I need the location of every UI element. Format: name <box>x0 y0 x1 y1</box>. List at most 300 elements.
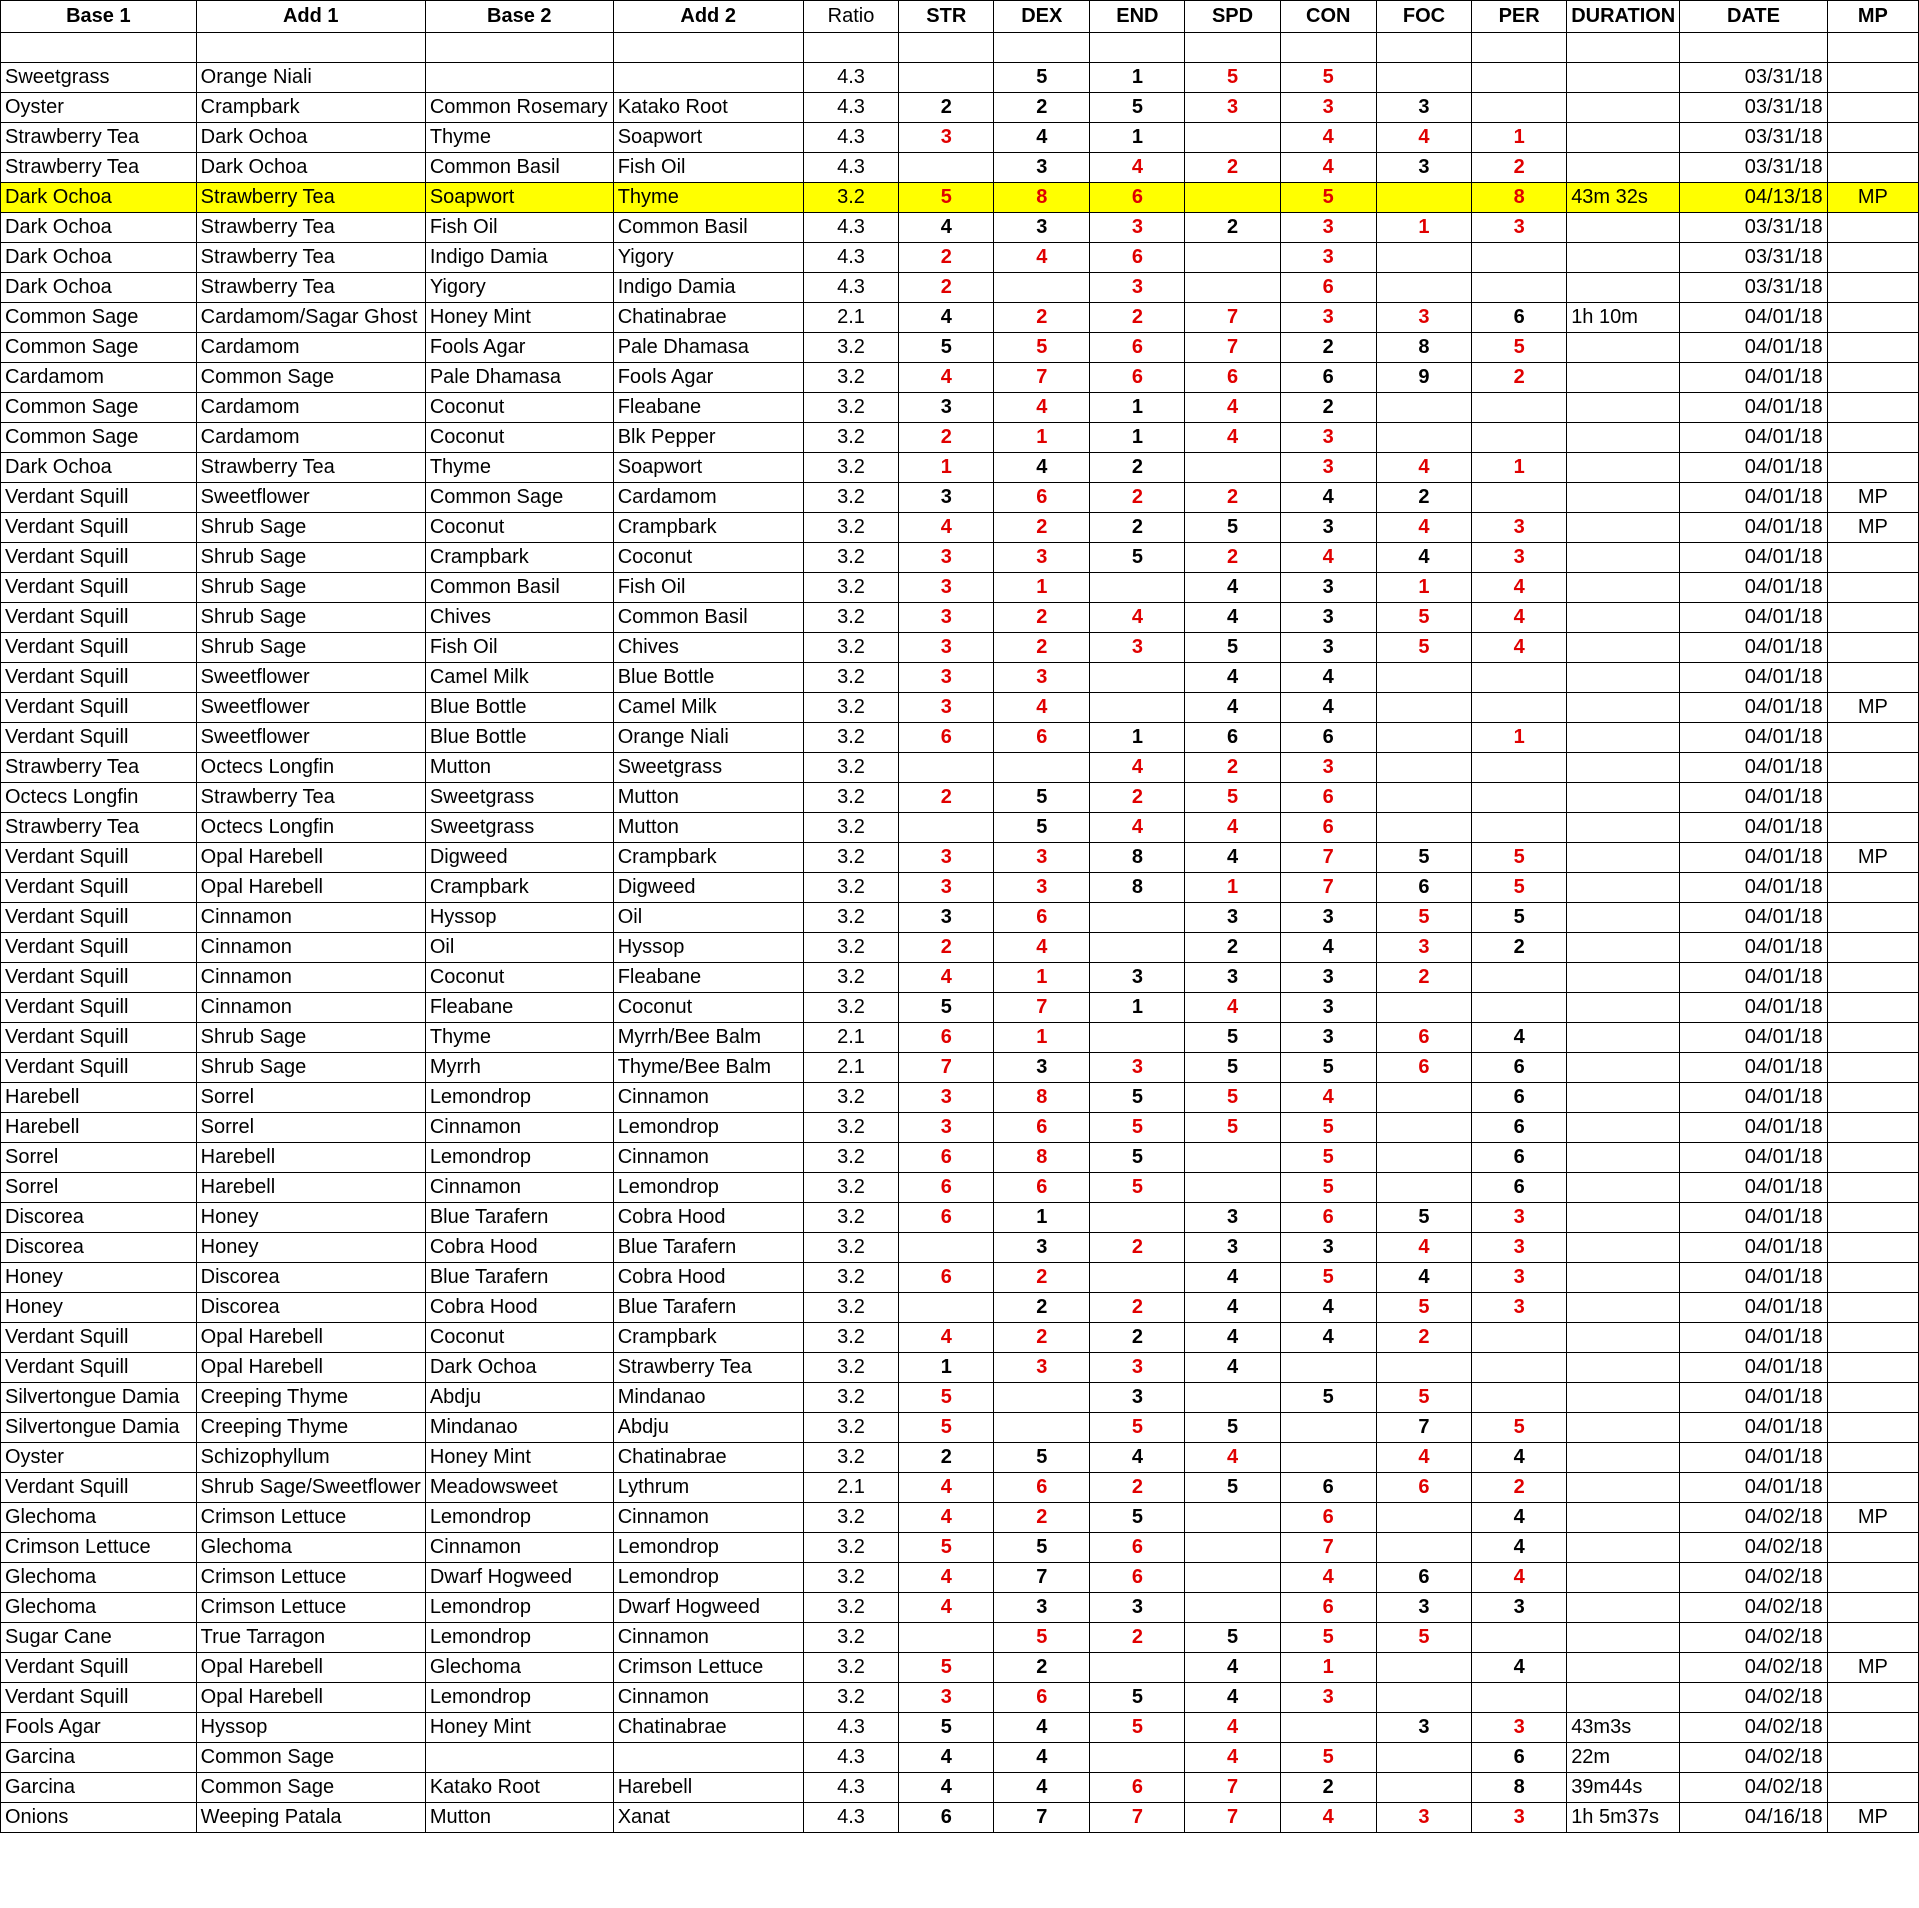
cell-base-2[interactable]: Crampbark <box>425 873 613 903</box>
cell-date[interactable]: 04/01/18 <box>1680 933 1827 963</box>
cell-str[interactable]: 4 <box>899 1593 994 1623</box>
cell-date[interactable]: 04/01/18 <box>1680 633 1827 663</box>
cell-add-2[interactable]: Blue Bottle <box>613 663 803 693</box>
cell-base-1[interactable]: Oyster <box>1 1443 197 1473</box>
cell-base-1[interactable]: Dark Ochoa <box>1 183 197 213</box>
cell-add-2[interactable]: Mutton <box>613 783 803 813</box>
column-header[interactable]: DATE <box>1680 1 1827 33</box>
cell-end[interactable]: 6 <box>1090 243 1185 273</box>
cell-foc[interactable]: 4 <box>1376 1263 1471 1293</box>
cell-end[interactable]: 2 <box>1090 1233 1185 1263</box>
cell-dex[interactable] <box>994 1413 1090 1443</box>
column-header[interactable]: Add 1 <box>196 1 425 33</box>
cell-base-2[interactable]: Thyme <box>425 453 613 483</box>
cell[interactable] <box>1376 33 1471 63</box>
cell-mp[interactable] <box>1827 723 1918 753</box>
cell-base-1[interactable]: Glechoma <box>1 1593 197 1623</box>
cell-base-2[interactable]: Crampbark <box>425 543 613 573</box>
cell-dex[interactable]: 5 <box>994 1623 1090 1653</box>
cell-base-2[interactable]: Abdju <box>425 1383 613 1413</box>
cell-per[interactable]: 5 <box>1472 843 1567 873</box>
cell-base-1[interactable]: Dark Ochoa <box>1 243 197 273</box>
cell-duration[interactable] <box>1567 123 1680 153</box>
cell-con[interactable]: 3 <box>1280 213 1376 243</box>
cell-base-2[interactable]: Lemondrop <box>425 1143 613 1173</box>
cell-mp[interactable] <box>1827 273 1918 303</box>
cell-spd[interactable] <box>1185 1593 1280 1623</box>
cell-end[interactable]: 3 <box>1090 633 1185 663</box>
cell-mp[interactable] <box>1827 423 1918 453</box>
cell-mp[interactable] <box>1827 1083 1918 1113</box>
cell-base-1[interactable]: Honey <box>1 1263 197 1293</box>
cell-dex[interactable]: 8 <box>994 1143 1090 1173</box>
cell-con[interactable]: 6 <box>1280 1203 1376 1233</box>
cell-str[interactable]: 5 <box>899 1533 994 1563</box>
cell-ratio[interactable]: 3.2 <box>803 963 899 993</box>
cell-end[interactable]: 2 <box>1090 483 1185 513</box>
cell-dex[interactable]: 1 <box>994 963 1090 993</box>
cell-end[interactable]: 6 <box>1090 1563 1185 1593</box>
cell-per[interactable] <box>1472 963 1567 993</box>
cell-per[interactable]: 3 <box>1472 1263 1567 1293</box>
cell-date[interactable]: 04/01/18 <box>1680 723 1827 753</box>
cell-con[interactable]: 4 <box>1280 1293 1376 1323</box>
cell-spd[interactable]: 5 <box>1185 1053 1280 1083</box>
cell-add-2[interactable]: Lemondrop <box>613 1563 803 1593</box>
cell-con[interactable]: 1 <box>1280 1653 1376 1683</box>
cell-foc[interactable]: 5 <box>1376 1293 1471 1323</box>
cell-con[interactable]: 6 <box>1280 723 1376 753</box>
cell-spd[interactable]: 4 <box>1185 993 1280 1023</box>
cell-dex[interactable]: 2 <box>994 1323 1090 1353</box>
cell-base-2[interactable]: Cinnamon <box>425 1173 613 1203</box>
cell-date[interactable]: 03/31/18 <box>1680 153 1827 183</box>
cell-con[interactable]: 4 <box>1280 543 1376 573</box>
cell-date[interactable]: 04/01/18 <box>1680 1323 1827 1353</box>
cell-spd[interactable]: 4 <box>1185 393 1280 423</box>
cell-con[interactable]: 2 <box>1280 1773 1376 1803</box>
cell-add-1[interactable]: Shrub Sage/Sweetflower <box>196 1473 425 1503</box>
cell-foc[interactable]: 5 <box>1376 1383 1471 1413</box>
cell-spd[interactable]: 2 <box>1185 543 1280 573</box>
cell-dex[interactable] <box>994 273 1090 303</box>
cell-dex[interactable]: 2 <box>994 603 1090 633</box>
cell-per[interactable]: 3 <box>1472 1233 1567 1263</box>
cell-date[interactable]: 04/01/18 <box>1680 1203 1827 1233</box>
cell-date[interactable]: 04/01/18 <box>1680 963 1827 993</box>
cell-base-2[interactable]: Blue Tarafern <box>425 1203 613 1233</box>
cell-duration[interactable] <box>1567 1413 1680 1443</box>
cell-foc[interactable]: 3 <box>1376 93 1471 123</box>
cell-add-1[interactable]: Creeping Thyme <box>196 1383 425 1413</box>
cell-base-2[interactable]: Glechoma <box>425 1653 613 1683</box>
cell-foc[interactable]: 6 <box>1376 873 1471 903</box>
cell-add-1[interactable]: Glechoma <box>196 1533 425 1563</box>
cell-spd[interactable]: 2 <box>1185 213 1280 243</box>
cell-base-2[interactable]: Common Basil <box>425 153 613 183</box>
cell-foc[interactable]: 6 <box>1376 1473 1471 1503</box>
cell-add-1[interactable]: Cardamom <box>196 333 425 363</box>
cell-dex[interactable]: 4 <box>994 243 1090 273</box>
cell-per[interactable] <box>1472 693 1567 723</box>
cell-base-1[interactable]: Discorea <box>1 1233 197 1263</box>
cell-per[interactable]: 4 <box>1472 1653 1567 1683</box>
cell-mp[interactable] <box>1827 663 1918 693</box>
cell-str[interactable]: 5 <box>899 1653 994 1683</box>
cell-add-1[interactable]: Discorea <box>196 1263 425 1293</box>
cell-base-1[interactable]: Verdant Squill <box>1 873 197 903</box>
cell-base-1[interactable]: Verdant Squill <box>1 513 197 543</box>
cell-add-2[interactable]: Indigo Damia <box>613 273 803 303</box>
cell-add-1[interactable]: Opal Harebell <box>196 1683 425 1713</box>
cell-per[interactable]: 6 <box>1472 1743 1567 1773</box>
cell-date[interactable]: 04/01/18 <box>1680 1083 1827 1113</box>
cell-per[interactable] <box>1472 993 1567 1023</box>
cell-base-1[interactable]: Verdant Squill <box>1 1353 197 1383</box>
cell-base-2[interactable]: Lemondrop <box>425 1683 613 1713</box>
cell-con[interactable]: 6 <box>1280 1593 1376 1623</box>
cell-per[interactable]: 6 <box>1472 1173 1567 1203</box>
cell-end[interactable] <box>1090 1653 1185 1683</box>
cell-mp[interactable] <box>1827 1683 1918 1713</box>
cell-add-2[interactable]: Common Basil <box>613 603 803 633</box>
cell-spd[interactable]: 4 <box>1185 843 1280 873</box>
cell-base-1[interactable]: Dark Ochoa <box>1 213 197 243</box>
cell-duration[interactable] <box>1567 1353 1680 1383</box>
cell-con[interactable]: 3 <box>1280 243 1376 273</box>
cell-ratio[interactable]: 3.2 <box>803 753 899 783</box>
cell-add-2[interactable]: Orange Niali <box>613 723 803 753</box>
cell-foc[interactable]: 3 <box>1376 933 1471 963</box>
cell-con[interactable]: 2 <box>1280 333 1376 363</box>
cell-str[interactable]: 4 <box>899 1473 994 1503</box>
cell-str[interactable]: 4 <box>899 303 994 333</box>
cell-foc[interactable] <box>1376 753 1471 783</box>
cell-base-1[interactable]: Verdant Squill <box>1 633 197 663</box>
cell-con[interactable]: 3 <box>1280 573 1376 603</box>
cell-con[interactable]: 4 <box>1280 1083 1376 1113</box>
cell-mp[interactable] <box>1827 243 1918 273</box>
cell-add-1[interactable]: Weeping Patala <box>196 1803 425 1833</box>
cell-con[interactable]: 5 <box>1280 183 1376 213</box>
cell-ratio[interactable]: 3.2 <box>803 993 899 1023</box>
cell-str[interactable]: 5 <box>899 1713 994 1743</box>
cell-date[interactable]: 04/01/18 <box>1680 1053 1827 1083</box>
cell-spd[interactable]: 3 <box>1185 903 1280 933</box>
cell[interactable] <box>1567 33 1680 63</box>
cell-foc[interactable] <box>1376 993 1471 1023</box>
cell[interactable] <box>1280 33 1376 63</box>
cell-str[interactable]: 4 <box>899 1773 994 1803</box>
cell-date[interactable]: 04/01/18 <box>1680 663 1827 693</box>
cell-spd[interactable]: 7 <box>1185 1803 1280 1833</box>
cell-ratio[interactable]: 3.2 <box>803 843 899 873</box>
cell-str[interactable]: 1 <box>899 453 994 483</box>
cell-mp[interactable] <box>1827 1533 1918 1563</box>
cell-add-2[interactable]: Blue Tarafern <box>613 1293 803 1323</box>
cell-dex[interactable]: 4 <box>994 933 1090 963</box>
cell-dex[interactable]: 3 <box>994 153 1090 183</box>
cell-con[interactable] <box>1280 1713 1376 1743</box>
cell-ratio[interactable]: 3.2 <box>803 483 899 513</box>
cell-str[interactable]: 3 <box>899 843 994 873</box>
cell-spd[interactable]: 7 <box>1185 1773 1280 1803</box>
cell-base-2[interactable]: Mutton <box>425 753 613 783</box>
cell-per[interactable]: 1 <box>1472 453 1567 483</box>
cell-duration[interactable]: 43m 32s <box>1567 183 1680 213</box>
cell-date[interactable]: 04/01/18 <box>1680 1413 1827 1443</box>
cell-con[interactable]: 4 <box>1280 153 1376 183</box>
cell-end[interactable]: 5 <box>1090 1413 1185 1443</box>
cell-con[interactable]: 3 <box>1280 513 1376 543</box>
cell-end[interactable]: 3 <box>1090 1353 1185 1383</box>
cell-per[interactable]: 5 <box>1472 903 1567 933</box>
cell-foc[interactable]: 4 <box>1376 1443 1471 1473</box>
cell-mp[interactable] <box>1827 1563 1918 1593</box>
cell-spd[interactable]: 4 <box>1185 1293 1280 1323</box>
cell-mp[interactable] <box>1827 1383 1918 1413</box>
cell-ratio[interactable]: 3.2 <box>803 1353 899 1383</box>
cell-date[interactable]: 04/01/18 <box>1680 543 1827 573</box>
cell-date[interactable]: 04/02/18 <box>1680 1743 1827 1773</box>
cell-add-2[interactable]: Thyme/Bee Balm <box>613 1053 803 1083</box>
cell-spd[interactable]: 4 <box>1185 573 1280 603</box>
cell-base-1[interactable]: Discorea <box>1 1203 197 1233</box>
cell-foc[interactable] <box>1376 63 1471 93</box>
cell-mp[interactable] <box>1827 213 1918 243</box>
cell-foc[interactable]: 4 <box>1376 453 1471 483</box>
cell-per[interactable]: 4 <box>1472 1563 1567 1593</box>
cell-spd[interactable]: 5 <box>1185 513 1280 543</box>
cell-str[interactable]: 2 <box>899 933 994 963</box>
cell-con[interactable]: 4 <box>1280 663 1376 693</box>
cell-dex[interactable]: 7 <box>994 993 1090 1023</box>
cell-add-2[interactable]: Mutton <box>613 813 803 843</box>
cell-duration[interactable] <box>1567 1623 1680 1653</box>
cell-per[interactable]: 5 <box>1472 333 1567 363</box>
cell-base-2[interactable]: Lemondrop <box>425 1503 613 1533</box>
cell-con[interactable]: 4 <box>1280 933 1376 963</box>
column-header[interactable]: SPD <box>1185 1 1280 33</box>
cell-str[interactable]: 6 <box>899 1173 994 1203</box>
cell-dex[interactable]: 2 <box>994 1293 1090 1323</box>
cell-dex[interactable]: 6 <box>994 483 1090 513</box>
cell-ratio[interactable]: 3.2 <box>803 453 899 483</box>
cell-add-1[interactable]: Cinnamon <box>196 903 425 933</box>
cell-base-2[interactable]: Meadowsweet <box>425 1473 613 1503</box>
cell-foc[interactable]: 2 <box>1376 963 1471 993</box>
cell-date[interactable]: 04/02/18 <box>1680 1653 1827 1683</box>
cell-foc[interactable]: 3 <box>1376 303 1471 333</box>
cell[interactable] <box>196 33 425 63</box>
cell-ratio[interactable]: 3.2 <box>803 1143 899 1173</box>
cell-foc[interactable] <box>1376 783 1471 813</box>
cell-add-2[interactable]: Coconut <box>613 993 803 1023</box>
cell-con[interactable]: 3 <box>1280 1233 1376 1263</box>
cell-per[interactable] <box>1472 813 1567 843</box>
cell-spd[interactable]: 2 <box>1185 753 1280 783</box>
cell-spd[interactable] <box>1185 1143 1280 1173</box>
cell-base-2[interactable]: Cobra Hood <box>425 1233 613 1263</box>
cell-str[interactable]: 3 <box>899 393 994 423</box>
cell-base-2[interactable]: Yigory <box>425 273 613 303</box>
cell-ratio[interactable]: 3.2 <box>803 1503 899 1533</box>
cell-date[interactable]: 04/01/18 <box>1680 1263 1827 1293</box>
cell-ratio[interactable]: 3.2 <box>803 1413 899 1443</box>
cell-duration[interactable] <box>1567 513 1680 543</box>
cell-ratio[interactable]: 2.1 <box>803 1053 899 1083</box>
cell-base-2[interactable]: Blue Tarafern <box>425 1263 613 1293</box>
cell-spd[interactable]: 3 <box>1185 1203 1280 1233</box>
cell-base-1[interactable]: Verdant Squill <box>1 993 197 1023</box>
cell-add-2[interactable]: Blue Tarafern <box>613 1233 803 1263</box>
cell-str[interactable]: 2 <box>899 243 994 273</box>
cell-base-2[interactable]: Thyme <box>425 123 613 153</box>
cell-base-2[interactable]: Lemondrop <box>425 1593 613 1623</box>
cell-base-1[interactable]: Verdant Squill <box>1 723 197 753</box>
cell-base-2[interactable]: Camel Milk <box>425 663 613 693</box>
cell-base-1[interactable]: Oyster <box>1 93 197 123</box>
cell-add-2[interactable]: Cinnamon <box>613 1683 803 1713</box>
cell-per[interactable] <box>1472 63 1567 93</box>
cell-duration[interactable] <box>1567 453 1680 483</box>
cell-add-1[interactable]: Harebell <box>196 1143 425 1173</box>
cell-add-2[interactable]: Fools Agar <box>613 363 803 393</box>
cell-dex[interactable]: 6 <box>994 1113 1090 1143</box>
cell[interactable] <box>1090 33 1185 63</box>
cell-ratio[interactable]: 4.3 <box>803 273 899 303</box>
cell[interactable] <box>994 33 1090 63</box>
cell-dex[interactable]: 6 <box>994 1473 1090 1503</box>
cell-spd[interactable]: 4 <box>1185 663 1280 693</box>
cell-con[interactable]: 4 <box>1280 693 1376 723</box>
cell-base-2[interactable]: Honey Mint <box>425 303 613 333</box>
cell-str[interactable]: 3 <box>899 903 994 933</box>
cell-ratio[interactable]: 4.3 <box>803 1713 899 1743</box>
cell-dex[interactable]: 2 <box>994 93 1090 123</box>
cell-con[interactable] <box>1280 1413 1376 1443</box>
cell-mp[interactable] <box>1827 1593 1918 1623</box>
cell-dex[interactable] <box>994 1383 1090 1413</box>
cell-end[interactable]: 8 <box>1090 873 1185 903</box>
cell-foc[interactable]: 3 <box>1376 1593 1471 1623</box>
cell-dex[interactable]: 5 <box>994 1443 1090 1473</box>
cell-ratio[interactable]: 3.2 <box>803 513 899 543</box>
cell-end[interactable]: 4 <box>1090 153 1185 183</box>
cell-add-1[interactable]: Strawberry Tea <box>196 213 425 243</box>
cell-str[interactable] <box>899 153 994 183</box>
cell-con[interactable]: 6 <box>1280 1473 1376 1503</box>
cell-add-1[interactable]: Crimson Lettuce <box>196 1593 425 1623</box>
cell-add-1[interactable]: Sorrel <box>196 1083 425 1113</box>
cell-end[interactable]: 6 <box>1090 1773 1185 1803</box>
cell-ratio[interactable]: 3.2 <box>803 423 899 453</box>
cell-base-2[interactable]: Coconut <box>425 393 613 423</box>
cell-foc[interactable] <box>1376 1533 1471 1563</box>
cell-end[interactable]: 2 <box>1090 1473 1185 1503</box>
cell-ratio[interactable]: 3.2 <box>803 873 899 903</box>
cell-foc[interactable] <box>1376 693 1471 723</box>
cell-spd[interactable]: 6 <box>1185 363 1280 393</box>
cell-ratio[interactable]: 4.3 <box>803 213 899 243</box>
cell-str[interactable]: 4 <box>899 513 994 543</box>
cell-add-2[interactable]: Fleabane <box>613 393 803 423</box>
cell-ratio[interactable]: 3.2 <box>803 1563 899 1593</box>
cell-per[interactable] <box>1472 1323 1567 1353</box>
cell-base-2[interactable]: Blue Bottle <box>425 723 613 753</box>
cell-date[interactable]: 04/01/18 <box>1680 1233 1827 1263</box>
cell-ratio[interactable]: 3.2 <box>803 573 899 603</box>
cell-add-1[interactable]: Common Sage <box>196 1743 425 1773</box>
cell-con[interactable]: 2 <box>1280 393 1376 423</box>
cell-con[interactable]: 3 <box>1280 93 1376 123</box>
cell-date[interactable]: 04/02/18 <box>1680 1713 1827 1743</box>
cell-foc[interactable]: 5 <box>1376 633 1471 663</box>
cell-base-2[interactable]: Mindanao <box>425 1413 613 1443</box>
cell-date[interactable]: 04/01/18 <box>1680 1353 1827 1383</box>
cell-base-2[interactable]: Thyme <box>425 1023 613 1053</box>
cell-base-2[interactable]: Lemondrop <box>425 1623 613 1653</box>
cell-str[interactable]: 3 <box>899 1683 994 1713</box>
cell-base-2[interactable]: Common Basil <box>425 573 613 603</box>
cell-mp[interactable] <box>1827 993 1918 1023</box>
cell-base-1[interactable]: Common Sage <box>1 303 197 333</box>
cell-duration[interactable] <box>1567 1053 1680 1083</box>
column-header[interactable]: MP <box>1827 1 1918 33</box>
cell-con[interactable]: 5 <box>1280 1743 1376 1773</box>
cell-per[interactable]: 6 <box>1472 1083 1567 1113</box>
cell-add-2[interactable]: Harebell <box>613 1773 803 1803</box>
cell-foc[interactable]: 1 <box>1376 213 1471 243</box>
cell-ratio[interactable]: 3.2 <box>803 1203 899 1233</box>
cell-duration[interactable] <box>1567 1653 1680 1683</box>
cell-ratio[interactable]: 4.3 <box>803 123 899 153</box>
cell-per[interactable]: 1 <box>1472 123 1567 153</box>
cell-duration[interactable] <box>1567 633 1680 663</box>
cell-base-2[interactable]: Lemondrop <box>425 1083 613 1113</box>
cell-mp[interactable] <box>1827 63 1918 93</box>
cell-base-2[interactable]: Katako Root <box>425 1773 613 1803</box>
cell-mp[interactable]: MP <box>1827 843 1918 873</box>
cell-mp[interactable] <box>1827 1353 1918 1383</box>
cell-end[interactable]: 3 <box>1090 1593 1185 1623</box>
cell-date[interactable]: 04/01/18 <box>1680 603 1827 633</box>
cell-str[interactable]: 3 <box>899 543 994 573</box>
cell-spd[interactable]: 5 <box>1185 1113 1280 1143</box>
cell-mp[interactable] <box>1827 1413 1918 1443</box>
cell-add-1[interactable]: Shrub Sage <box>196 1023 425 1053</box>
cell-foc[interactable] <box>1376 423 1471 453</box>
cell-add-2[interactable]: Myrrh/Bee Balm <box>613 1023 803 1053</box>
cell-ratio[interactable]: 3.2 <box>803 813 899 843</box>
cell-end[interactable]: 3 <box>1090 1053 1185 1083</box>
cell-str[interactable] <box>899 753 994 783</box>
cell-str[interactable]: 2 <box>899 423 994 453</box>
cell-str[interactable]: 3 <box>899 1113 994 1143</box>
cell-str[interactable]: 3 <box>899 663 994 693</box>
cell-str[interactable]: 2 <box>899 783 994 813</box>
cell-foc[interactable] <box>1376 1113 1471 1143</box>
cell-spd[interactable]: 5 <box>1185 633 1280 663</box>
cell-con[interactable]: 3 <box>1280 423 1376 453</box>
cell-spd[interactable]: 4 <box>1185 423 1280 453</box>
cell-base-2[interactable]: Dwarf Hogweed <box>425 1563 613 1593</box>
cell-base-1[interactable]: Octecs Longfin <box>1 783 197 813</box>
cell-mp[interactable] <box>1827 393 1918 423</box>
cell-spd[interactable] <box>1185 243 1280 273</box>
cell-add-2[interactable]: Lemondrop <box>613 1113 803 1143</box>
column-header[interactable]: CON <box>1280 1 1376 33</box>
